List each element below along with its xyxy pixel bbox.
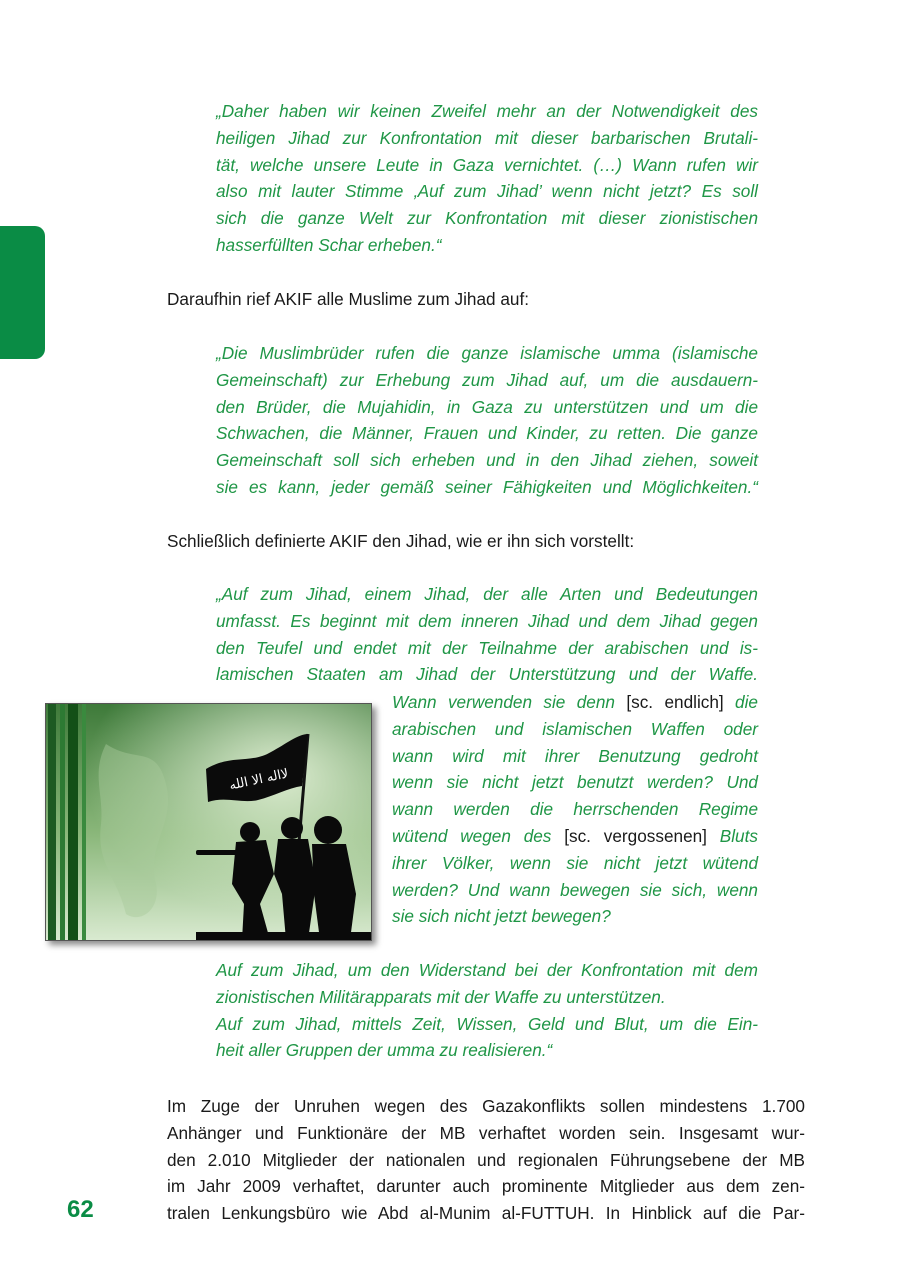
editor-note: [sc. endlich]: [626, 692, 724, 712]
chapter-tab-marker: [0, 226, 45, 359]
quote-line: umfasst. Es beginnt mit dem inneren Jihad und dem Jihad gegen: [216, 610, 758, 631]
flag-script: لااله الا الله: [227, 766, 290, 794]
quote-line: sie sich nicht jetzt bewegen?: [392, 906, 611, 927]
paragraph-line: Anhänger und Funktionäre der MB verhaftet worden sein. Insgesamt wur-: [167, 1122, 805, 1143]
quote-line: arabischen und islamischen Waffen oder: [392, 718, 758, 739]
quote-line: wann wird mit ihrer Benutzung gedroht: [392, 745, 758, 766]
quote-line: wenn sie nicht jetzt benutzt werden? Und: [392, 772, 758, 793]
quote-line: den Teufel und endet mit der Teilnahme der arabischen und is-: [216, 637, 758, 658]
quote-line: [392, 823, 758, 850]
quote-text: Bluts: [706, 825, 758, 846]
jihad-flag-illustration: [45, 703, 372, 941]
paragraph-1: Daraufhin rief AKIF alle Muslime zum Jihad auf:: [167, 289, 530, 309]
quote-line: wann werden die herrschenden Regime: [392, 799, 758, 820]
quote-block-3-wrapped: [392, 689, 758, 930]
paragraph-line: im Jahr 2009 verhaftet, darunter auch prominente Mitglieder aus dem zen-: [167, 1176, 805, 1197]
quote-line: heiligen Jihad zur Konfrontation mit dieser barbarischen Brutali-: [216, 127, 758, 148]
paragraph-line: den 2.010 Mitglieder der nationalen und regionalen Führungsebene der MB: [167, 1149, 805, 1170]
quote-line: Auf zum Jihad, um den Widerstand bei der Konfrontation mit dem: [216, 960, 758, 980]
quote-block-2: [216, 340, 758, 501]
quote-line: lamischen Staaten am Jihad der Unterstützung und der Waffe.: [216, 664, 758, 685]
quote-line: ihrer Völker, wenn sie nicht jetzt wütend: [392, 852, 758, 873]
quote-line: Gemeinschaft) zur Erhebung zum Jihad auf, um die ausdauern-: [216, 369, 758, 390]
quote-line: also mit lauter Stimme ‚Auf zum Jihad’ wenn nicht jetzt? Es soll: [216, 181, 758, 202]
quote-line: „Daher haben wir keinen Zweifel mehr an der Notwendigkeit des: [216, 101, 758, 121]
quote-line: hasserfüllten Schar erheben.“: [216, 234, 442, 255]
quote-line: Auf zum Jihad, mittels Zeit, Wissen, Geld und Blut, um die Ein-: [216, 1013, 758, 1034]
quote-line: heit aller Gruppen der umma zu realisieren.“: [216, 1040, 553, 1061]
quote-line: „Die Muslimbrüder rufen die ganze islamische umma (islamische: [216, 343, 758, 363]
quote-line: Gemeinschaft soll sich erheben und in den Jihad ziehen, soweit: [216, 450, 758, 471]
quote-line: sie es kann, jeder gemäß seiner Fähigkeiten und Möglichkeiten.“: [216, 476, 758, 497]
editor-note: [sc. vergossenen]: [564, 825, 707, 846]
paragraph-line: tralen Lenkungsbüro wie Abd al-Munim al-FUTTUH. In Hinblick auf die Par-: [167, 1203, 805, 1224]
quote-line: Schwachen, die Männer, Frauen und Kinder, zu retten. Die ganze: [216, 423, 758, 444]
illustration-svg: [46, 704, 371, 940]
paragraph-2: Schließlich definierte AKIF den Jihad, wie er ihn sich vorstellt:: [167, 531, 635, 551]
paragraph-3: [167, 1093, 805, 1227]
quote-line: den Brüder, die Mujahidin, in Gaza zu unterstützen und um die: [216, 396, 758, 417]
quote-text: die: [723, 692, 758, 712]
quote-line: [392, 689, 758, 716]
quote-line: sich die ganze Welt zur Konfrontation mit dieser zionistischen: [216, 208, 758, 229]
quote-block-3: [216, 581, 758, 688]
quote-text: Wann verwenden sie denn: [392, 692, 627, 712]
quote-block-1: [216, 98, 758, 259]
quote-block-4: [216, 957, 758, 1064]
quote-line: „Auf zum Jihad, einem Jihad, der alle Arten und Bedeutungen: [216, 584, 758, 604]
page-number: 62: [67, 1196, 94, 1223]
quote-line: zionistischen Militärapparats mit der Waffe zu unterstützen.: [216, 986, 666, 1007]
quote-line: tät, welche unsere Leute in Gaza vernichtet. (…) Wann rufen wir: [216, 154, 758, 175]
quote-line: werden? Und wann bewegen sie sich, wenn: [392, 879, 758, 900]
paragraph-line: Im Zuge der Unruhen wegen des Gazakonflikts sollen mindestens 1.700: [167, 1096, 805, 1116]
quote-text: wütend wegen des: [392, 825, 565, 846]
